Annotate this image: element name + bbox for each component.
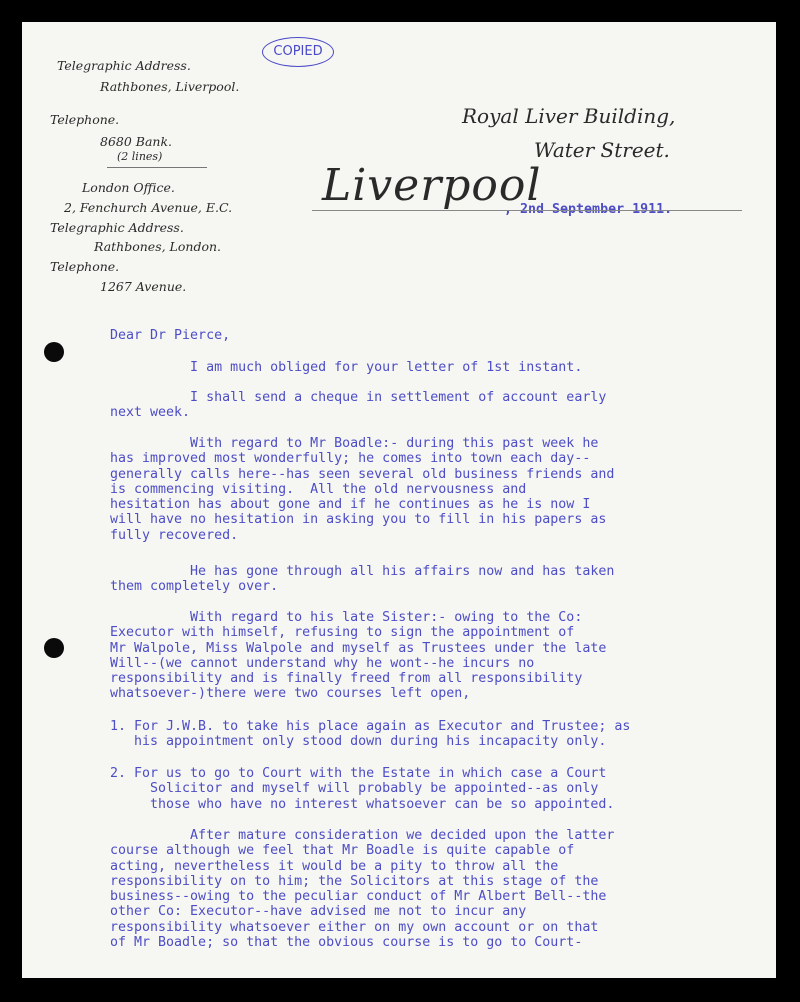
list-item-1: 1. For J.W.B. to take his place again as Executor and Trustee; as his appointment only stood down during his incapacity only. bbox=[110, 719, 631, 750]
paragraph-6: After mature consideration we decided upon the latter course although we feel that Mr Boadle is quite capable of acting, nevertheless it would be a pity to throw all the responsibility on to him; the Solicitors at this stage of the business--owing to the peculiar conduct of Mr Albert Bell--the other Co: Executor--have advised me not to incur any responsibility whatsoever either on my own account or on that of Mr Boadle; so that the obvious course is to go to Court- bbox=[110, 828, 615, 951]
date-underline bbox=[312, 210, 742, 211]
paragraph-2: I shall send a cheque in settlement of account early next week. bbox=[110, 390, 607, 421]
letter-date: , 2nd September 1911. bbox=[504, 202, 673, 217]
punch-hole-bottom bbox=[44, 638, 64, 658]
copied-stamp: COPIED bbox=[262, 37, 334, 67]
telegraphic-address-name: Rathbones, Liverpool. bbox=[100, 79, 240, 94]
city-name: Liverpool bbox=[322, 160, 542, 211]
paragraph-3: With regard to Mr Boadle:- during this past week he has improved most wonderfully; he comes into town each day-- generally calls here--has seen several old business friends and is commencing visiting. All the old nervousness and hesitation has about gone and if he continues as he is now I will have no hesitation in asking you to fill in his papers as fully recovered. bbox=[110, 436, 615, 543]
london-office-address: 2, Fenchurch Avenue, E.C. bbox=[64, 200, 233, 215]
paragraph-4: He has gone through all his affairs now and has taken them completely over. bbox=[110, 564, 615, 595]
list-item-2: 2. For us to go to Court with the Estate in which case a Court Solicitor and myself will probably be appointed--as only those who have no interest whatsoever can be so appointed. bbox=[110, 766, 615, 812]
building-name: Royal Liver Building, bbox=[462, 104, 676, 128]
telephone-number: 8680 Bank. bbox=[100, 134, 173, 149]
london-telephone-number: 1267 Avenue. bbox=[100, 279, 187, 294]
telegraphic-address-label: Telegraphic Address. bbox=[57, 58, 191, 73]
street-name: Water Street. bbox=[534, 138, 670, 162]
london-telephone-label: Telephone. bbox=[50, 259, 120, 274]
telephone-lines: (2 lines) bbox=[117, 150, 163, 163]
telephone-label: Telephone. bbox=[50, 112, 120, 127]
letter-page bbox=[22, 22, 776, 978]
paragraph-5: With regard to his late Sister:- owing to the Co: Executor with himself, refusing to sign the appointment of Mr Walpole, Miss Walpole and myself as Trustees under the late Will--(we cannot understand why he wont--he incurs no responsibility and is finally freed from all responsibility whatsoever-)there were two courses left open, bbox=[110, 610, 607, 702]
punch-hole-top bbox=[44, 342, 64, 362]
london-office-label: London Office. bbox=[82, 180, 175, 195]
salutation: Dear Dr Pierce, bbox=[110, 328, 231, 343]
paragraph-1: I am much obliged for your letter of 1st instant. bbox=[110, 360, 583, 375]
letterhead-divider bbox=[107, 167, 207, 168]
london-telegraphic-label: Telegraphic Address. bbox=[50, 220, 184, 235]
london-telegraphic-name: Rathbones, London. bbox=[94, 239, 221, 254]
